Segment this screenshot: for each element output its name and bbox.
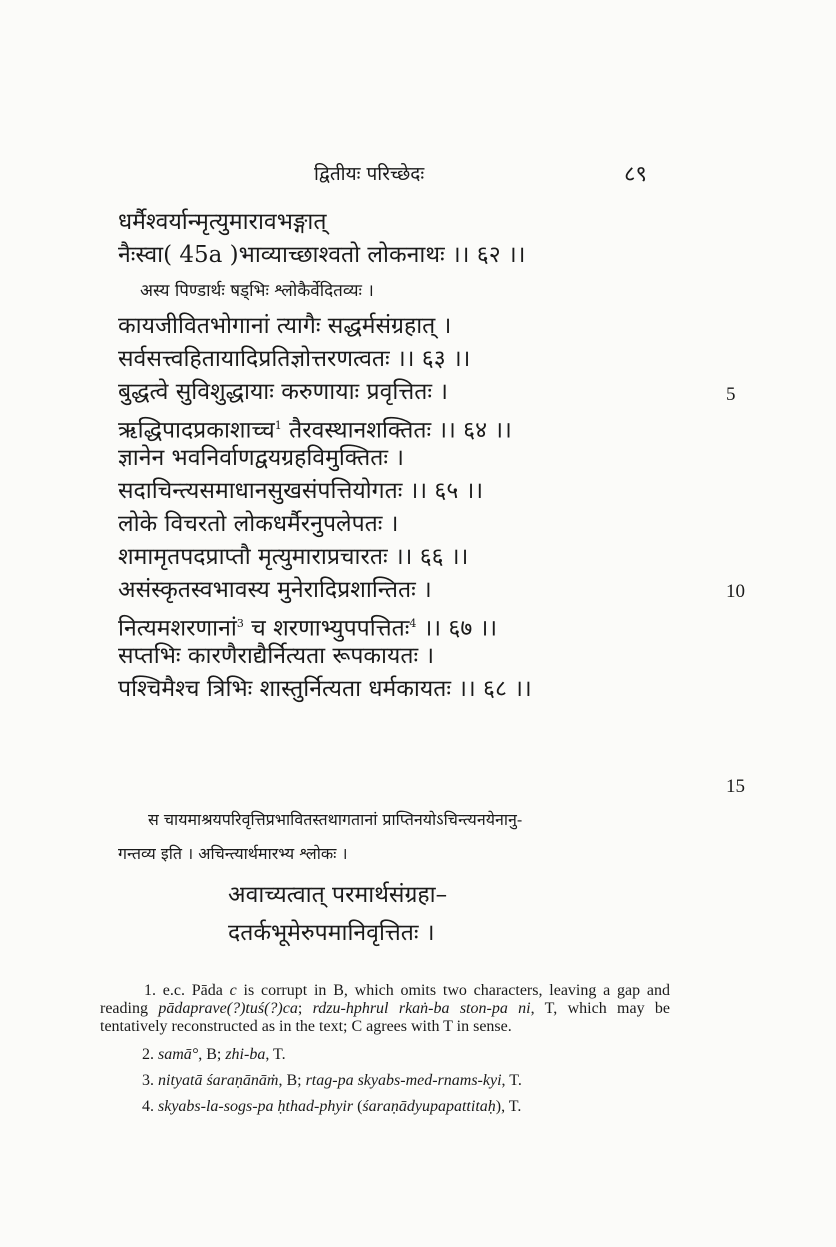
- page-number: ८९: [624, 162, 647, 187]
- verse-line: सप्तभिः कारणैराद्यैर्नित्यता रूपकायतः ।: [118, 643, 435, 669]
- footnote: 4. skyabs-la-sogs-pa ḥthad-phyir (śaraṇādyupapattitaḥ), T.: [142, 1098, 522, 1115]
- verse-line: असंस्कृतस्वभावस्य मुनेरादिप्रशान्तितः ।: [118, 577, 432, 603]
- verse-line: अवाच्यत्वात् परमार्थसंग्रहा–: [228, 882, 448, 908]
- running-head: द्वितीयः परिच्छेदः: [314, 163, 425, 185]
- verse-line: ऋद्धिपादप्रकाशाच्च$^1$ तैरवस्थानशक्तितः ।। ६४ ।।: [118, 417, 512, 444]
- commentary-line: अस्य पिण्डार्थः षड्भिः श्लोकैर्वेदितव्यः ।: [140, 281, 374, 301]
- commentary-line: स चायमाश्रयपरिवृत्तिप्रभावितस्तथागतानां प्राप्तिनयोऽचिन्त्यनयेनानु-: [148, 810, 523, 829]
- footnote: 1. e.c. Pāda c is corrupt in B, which omits two characters, leaving a gap and reading pādaprave(?)tuś(?)ca; rdzu-hphrul rkaṅ-ba ston-pa ni, T, which may be tentatively reconstructed as in the text; C agrees with T in sense.: [100, 982, 671, 1035]
- verse-line: नैःस्वा( 45a )भाव्याच्छाश्वतो लोकनाथः ।। ६२ ।।: [118, 242, 526, 268]
- verse-block-secondary: [228, 876, 447, 952]
- verse-line: शमामृतपदप्राप्तौ मृत्युमाराप्रचारतः ।। ६६ ।।: [118, 544, 469, 570]
- footnote: 2. samā°, B; zhi-ba, T.: [142, 1046, 286, 1063]
- verse-line: सर्वसत्त्वहितायादिप्रतिज्ञोत्तरणत्वतः ।। ६३ ।।: [118, 346, 471, 372]
- verse-line: पश्चिमैश्च त्रिभिः शास्तुर्नित्यता धर्मकायतः ।। ६८ ।।: [118, 676, 532, 702]
- verse-line: सदाचिन्त्यसमाधानसुखसंपत्तियोगतः ।। ६५ ।।: [118, 478, 484, 504]
- margin-line-number: 15: [726, 776, 745, 797]
- verse-line: नित्यमशरणानां$^3$ च शरणाभ्युपपत्तितः$^4$ ।। ६७ ।।: [118, 615, 498, 642]
- verse-line: दतर्कभूमेरुपमानिवृत्तितः ।: [228, 920, 435, 946]
- footnotes: [100, 982, 670, 1124]
- commentary: [118, 803, 678, 871]
- verse-line: बुद्धत्वे सुविशुद्धायाः करुणायाः प्रवृत्तितः ।: [118, 379, 448, 405]
- verse-block: [118, 206, 678, 706]
- margin-line-number: 5: [726, 384, 736, 405]
- verse-line: ज्ञानेन भवनिर्वाणद्वयग्रहविमुक्तितः ।: [118, 445, 405, 471]
- verse-line: लोके विचरतो लोकधर्मैरनुपलेपतः ।: [118, 511, 399, 537]
- verse-line: धर्मैश्वर्यान्मृत्युमारावभङ्गात्: [118, 209, 327, 235]
- margin-line-number: 10: [726, 581, 745, 602]
- footnote: 3. nityatā śaraṇānāṁ, B; rtag-pa skyabs-med-rnams-kyi, T.: [142, 1072, 522, 1089]
- commentary-line: गन्तव्य इति । अचिन्त्यार्थमारभ्य श्लोकः ।: [118, 844, 348, 863]
- verse-line: कायजीवितभोगानां त्यागैः सद्धर्मसंग्रहात् ।: [118, 313, 452, 339]
